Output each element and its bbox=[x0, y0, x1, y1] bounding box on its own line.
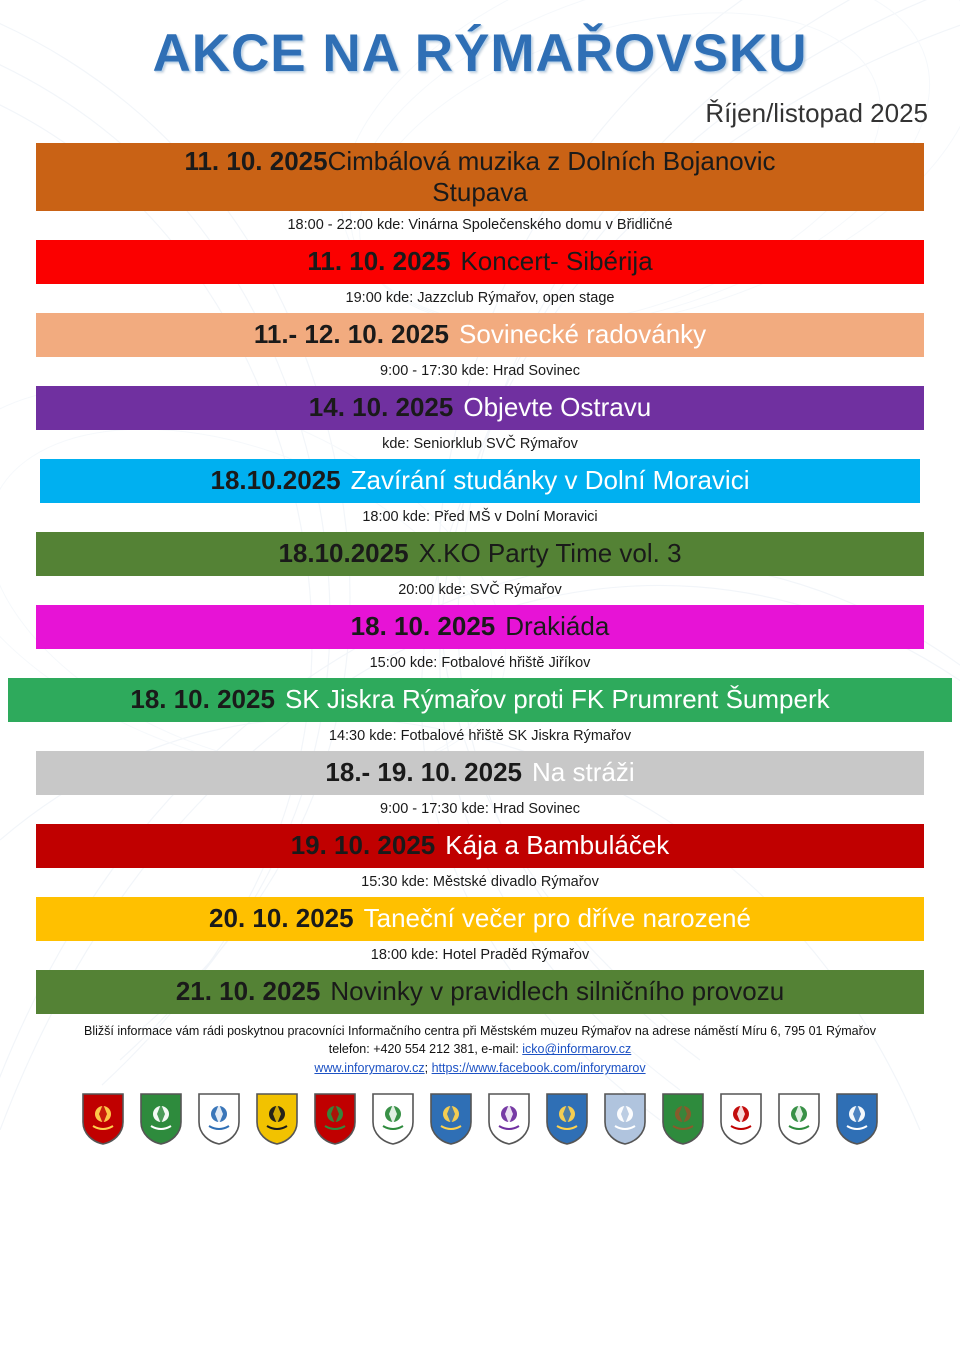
event-headline bbox=[254, 319, 706, 350]
crest-malá-morava-icon bbox=[371, 1092, 415, 1146]
event-date: 18. 10. 2025 bbox=[350, 611, 496, 642]
event-date: 21. 10. 2025 bbox=[175, 976, 321, 1007]
event-headline bbox=[291, 830, 670, 861]
footer-line-contact-info: Bližší informace vám rádi poskytnou pracovníci Informačního centra při Městském muzeu Rýmařov na adrese náměstí Míru 6, 795 01 Rýmařov bbox=[84, 1023, 876, 1038]
footer-facebook-link[interactable]: https://www.facebook.com/inforymarov bbox=[431, 1061, 646, 1076]
event-time-and-place: 19:00 kde: Jazzclub Rýmařov, open stage bbox=[345, 289, 615, 306]
event-bar bbox=[36, 824, 924, 868]
event-name: Koncert- Sibérija bbox=[460, 246, 653, 277]
event-time-and-place: kde: Seniorklub SVČ Rýmařov bbox=[382, 435, 578, 452]
event-headline bbox=[211, 465, 750, 496]
event-headline bbox=[209, 903, 751, 934]
footer-website-link[interactable]: www.inforymarov.cz bbox=[314, 1061, 425, 1076]
event-headline bbox=[176, 976, 784, 1007]
event-date: 18. 10. 2025 bbox=[130, 684, 275, 715]
event-time-and-place: 20:00 kde: SVČ Rýmařov bbox=[398, 581, 562, 598]
event-entry bbox=[0, 240, 960, 313]
event-entry bbox=[0, 459, 960, 532]
crest-stare-mesto-icon bbox=[545, 1092, 589, 1146]
event-bar bbox=[36, 605, 924, 649]
event-headline bbox=[307, 246, 652, 277]
event-headline bbox=[325, 757, 634, 788]
crest-horni-mesto-icon bbox=[255, 1092, 299, 1146]
crest-breidlicna-icon bbox=[719, 1092, 763, 1146]
footer-link-separator: ; bbox=[424, 1061, 432, 1076]
event-date: 11. 10. 2025 bbox=[307, 246, 451, 277]
crest-dolni-mesto-icon bbox=[777, 1092, 821, 1146]
event-name: Drakiáda bbox=[505, 611, 610, 642]
page-title: AKCE NA RÝMAŘOVSKU bbox=[152, 24, 808, 83]
footer-email-link[interactable]: icko@informarov.cz bbox=[522, 1042, 632, 1057]
event-name: Na stráži bbox=[532, 757, 635, 788]
event-time-and-place: 18:00 kde: Před MŠ v Dolní Moravici bbox=[362, 508, 598, 525]
event-name: Kája a Bambuláček bbox=[445, 830, 670, 861]
event-name: Taneční večer pro dříve narozené bbox=[363, 903, 751, 934]
event-entry bbox=[0, 605, 960, 678]
event-headline bbox=[309, 392, 651, 423]
event-bar bbox=[36, 751, 924, 795]
event-name: Novinky v pravidlech silničního provozu bbox=[330, 976, 785, 1007]
event-time-and-place: 18:00 - 22:00 kde: Vinárna Společenského domu v Břidličné bbox=[287, 216, 673, 233]
event-name: Zavírání studánky v Dolní Moravici bbox=[350, 465, 750, 496]
event-name: Sovinecké radovánky bbox=[459, 319, 707, 350]
event-headline bbox=[130, 684, 829, 715]
event-entry bbox=[0, 532, 960, 605]
event-date: 19. 10. 2025 bbox=[290, 830, 436, 861]
crest-jirikov-icon bbox=[313, 1092, 357, 1146]
event-date: 18.- 19. 10. 2025 bbox=[325, 757, 523, 788]
poster-header bbox=[0, 0, 960, 129]
crest-dolni-moravice-icon bbox=[197, 1092, 241, 1146]
crest-brezina-icon bbox=[139, 1092, 183, 1146]
event-bar bbox=[8, 678, 952, 722]
footer-line-links bbox=[0, 1059, 960, 1078]
event-bar bbox=[36, 970, 924, 1014]
municipal-crests-row bbox=[0, 1092, 960, 1146]
event-bar bbox=[36, 313, 924, 357]
event-entry bbox=[0, 897, 960, 970]
event-time-and-place: 18:00 kde: Hotel Praděd Rýmařov bbox=[370, 946, 590, 963]
event-date: 14. 10. 2025 bbox=[308, 392, 454, 423]
event-bar bbox=[36, 143, 924, 211]
event-date: 11. 10. 2025 bbox=[184, 145, 328, 176]
event-name: Cimbálová muzika z Dolních Bojanovic bbox=[327, 145, 776, 176]
events-list bbox=[0, 143, 960, 1014]
crest-sovinec-icon bbox=[835, 1092, 879, 1146]
period-subtitle: Říjen/listopad 2025 bbox=[705, 97, 928, 128]
event-date: 11.- 12. 10. 2025 bbox=[253, 319, 450, 350]
event-time-and-place: 9:00 - 17:30 kde: Hrad Sovinec bbox=[380, 362, 580, 379]
event-date: 18.10.2025 bbox=[210, 465, 341, 496]
event-time-and-place: 9:00 - 17:30 kde: Hrad Sovinec bbox=[380, 800, 580, 817]
event-bar bbox=[36, 386, 924, 430]
crest-rymarov-icon bbox=[81, 1092, 125, 1146]
event-bar bbox=[36, 897, 924, 941]
event-time-and-place: 15:30 kde: Městské divadlo Rýmařov bbox=[361, 873, 599, 890]
event-headline bbox=[351, 611, 610, 642]
event-entry bbox=[0, 678, 960, 751]
footer-phone-label: telefon: +420 554 212 381, e-mail: bbox=[328, 1042, 523, 1057]
event-headline bbox=[184, 146, 775, 177]
event-bar bbox=[40, 459, 920, 503]
crest-malá-stahle-icon bbox=[429, 1092, 473, 1146]
event-entry bbox=[0, 143, 960, 240]
footer-info bbox=[0, 1022, 960, 1078]
footer-line-phone-email bbox=[0, 1040, 960, 1059]
event-bar bbox=[36, 532, 924, 576]
event-entry bbox=[0, 313, 960, 386]
event-headline bbox=[278, 538, 681, 569]
event-bar bbox=[36, 240, 924, 284]
event-name: X.KO Party Time vol. 3 bbox=[418, 538, 682, 569]
event-entry bbox=[0, 824, 960, 897]
event-time-and-place: 14:30 kde: Fotbalové hřiště SK Jiskra Rýmařov bbox=[328, 727, 632, 744]
crest-tvrdkov-icon bbox=[603, 1092, 647, 1146]
event-entry bbox=[0, 970, 960, 1014]
event-name: SK Jiskra Rýmařov proti FK Prumrent Šumperk bbox=[284, 684, 830, 715]
event-name: Objevte Ostravu bbox=[463, 392, 652, 423]
event-entry bbox=[0, 386, 960, 459]
crest-ryzoviste-icon bbox=[487, 1092, 531, 1146]
event-time-and-place: 15:00 kde: Fotbalové hřiště Jiříkov bbox=[369, 654, 591, 671]
event-date: 20. 10. 2025 bbox=[209, 903, 354, 934]
event-name-second-line: Stupava bbox=[432, 176, 528, 207]
event-entry bbox=[0, 751, 960, 824]
crest-velka-stahle-icon bbox=[661, 1092, 705, 1146]
event-date: 18.10.2025 bbox=[278, 538, 409, 569]
